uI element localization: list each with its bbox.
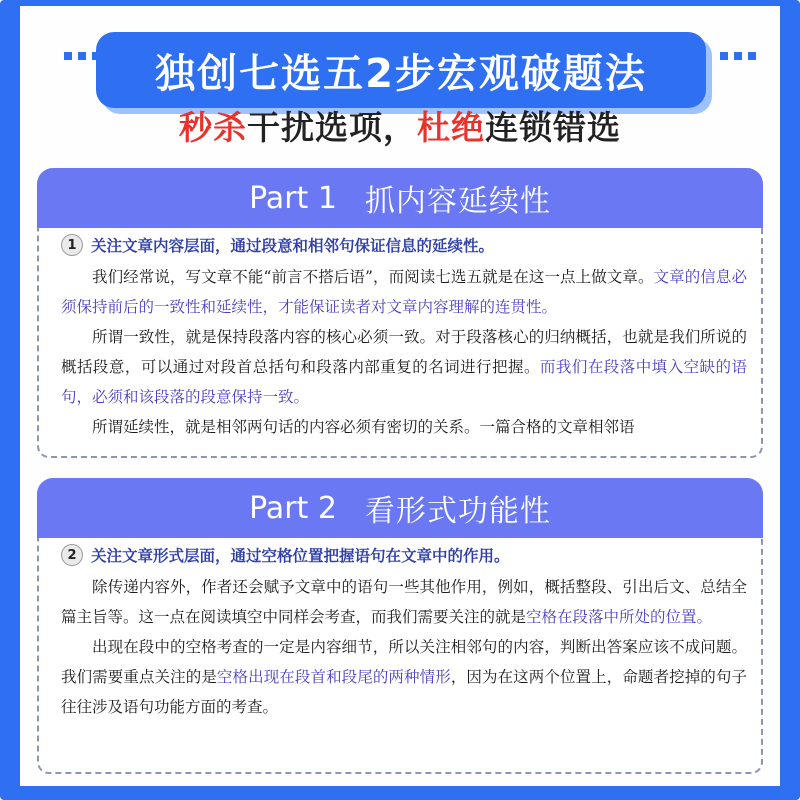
para-text: 除传递内容外，作者还会赋予文章中的语句一些其他作用，例如，概括整段、引出后文、总结全篇主旨等。这一点在阅读填空中同样会考查，而我们需要关注的就是	[61, 578, 747, 626]
section-point-1	[61, 234, 747, 256]
subtitle-text-2: 连锁错选	[485, 108, 621, 147]
para-highlight: 文章的信息必须保持前后的一致性和延续性，才能保证读者对文章内容理解的连贯性。	[61, 268, 747, 316]
paragraph-2-2	[61, 632, 747, 722]
section-point-2	[61, 544, 747, 566]
section-card-1	[37, 206, 763, 458]
section-card-2	[37, 516, 763, 774]
title-banner	[96, 32, 706, 108]
para-text: 所谓一致性，就是保持段落内容的核心必须一致。对于段落核心的归纳概括，也就是我们所说的概括段意，可以通过对段首总括句和段落内部重复的名词进行把握。	[61, 328, 747, 376]
para-highlight: 而我们在段落中填入空缺的语句，必须和该段落的段意保持一致。	[61, 358, 747, 406]
section-title-1: 抓内容延续性	[364, 184, 551, 219]
decor-dots-right	[720, 52, 756, 60]
subtitle-text-1: 干扰选项，	[247, 108, 417, 147]
paragraph-1-2	[61, 322, 747, 412]
point-text-1: 关注文章内容层面，通过段意和相邻句保证信息的延续性。	[91, 237, 495, 255]
paragraph-1-3: 所谓延续性，就是相邻两句话的内容必须有密切的关系。一篇合格的文章相邻语	[92, 418, 635, 436]
decor-dots-left	[64, 52, 100, 60]
part-label-2: Part 2	[249, 490, 337, 526]
para-highlight: 空格在段落中所处的位置。	[526, 608, 713, 626]
part-label-1: Part 1	[249, 180, 337, 216]
paragraph-2-1	[61, 572, 747, 632]
subtitle	[0, 102, 800, 152]
number-badge-2: 2	[61, 544, 83, 566]
section-header-2	[37, 478, 763, 538]
subtitle-red-2: 杜绝	[417, 108, 485, 147]
paragraph-1-1	[61, 262, 747, 322]
number-badge-1: 1	[61, 234, 83, 256]
section-header-1	[37, 168, 763, 228]
para-text: ，因为在这两个位置上，命题者挖掉的句子往往涉及语句功能方面的考查。	[61, 668, 747, 716]
section-title-2: 看形式功能性	[364, 494, 551, 529]
subtitle-red-1: 秒杀	[179, 108, 247, 147]
para-text: 出现在段中的空格考查的一定是内容细节，所以关注相邻句的内容，判断出答案应该不成问题。我们需要重点关注的是	[61, 638, 747, 686]
para-text: 我们经常说，写文章不能“前言不搭后语”，而阅读七选五就是在这一点上做文章。	[92, 268, 654, 286]
banner-title: 独创七选五2步宏观破题法	[155, 50, 647, 97]
point-text-2: 关注文章形式层面，通过空格位置把握语句在文章中的作用。	[91, 547, 510, 565]
para-highlight: 空格出现在段首和段尾的两种情形	[216, 668, 451, 686]
